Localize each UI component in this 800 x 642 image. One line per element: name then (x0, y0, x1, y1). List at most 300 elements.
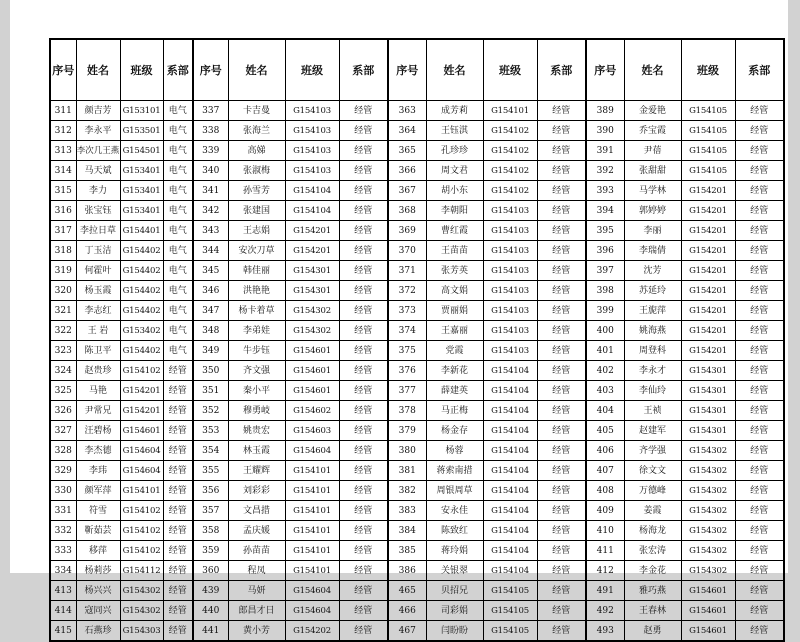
class-code-cell: G154302 (120, 601, 163, 621)
serial-number-cell: 409 (586, 501, 624, 521)
student-name-cell: 张宝钰 (76, 201, 120, 221)
student-name-cell: 陈卫平 (76, 341, 120, 361)
class-code-cell: G154105 (483, 621, 537, 642)
student-name-cell: 李志红 (76, 301, 120, 321)
serial-number-cell: 404 (586, 401, 624, 421)
serial-number-cell: 323 (50, 341, 76, 361)
serial-number-cell: 410 (586, 521, 624, 541)
serial-number-cell: 360 (193, 561, 228, 581)
student-name-cell: 姜霞 (624, 501, 681, 521)
header-student-name: 姓名 (426, 39, 483, 101)
serial-number-cell: 379 (388, 421, 426, 441)
class-code-cell: G154105 (483, 601, 537, 621)
class-code-cell: G154103 (483, 321, 537, 341)
class-code-cell: G154201 (681, 281, 735, 301)
student-name-cell: 郭婷婷 (624, 201, 681, 221)
header-department: 系部 (163, 39, 193, 101)
student-name-cell: 齐学强 (624, 441, 681, 461)
department-cell: 电气 (163, 201, 193, 221)
department-cell: 电气 (163, 341, 193, 361)
serial-number-cell: 384 (388, 521, 426, 541)
student-name-cell: 丁玉洁 (76, 241, 120, 261)
department-cell: 经管 (339, 561, 388, 581)
student-name-cell: 牛步钰 (228, 341, 285, 361)
student-name-cell: 林玉霞 (228, 441, 285, 461)
class-code-cell: G154601 (285, 361, 339, 381)
student-name-cell: 李弟娃 (228, 321, 285, 341)
department-cell: 经管 (537, 321, 586, 341)
student-name-cell: 寇同兴 (76, 601, 120, 621)
serial-number-cell: 405 (586, 421, 624, 441)
serial-number-cell: 441 (193, 621, 228, 642)
serial-number-cell: 392 (586, 161, 624, 181)
student-name-cell: 韩佳丽 (228, 261, 285, 281)
department-cell: 经管 (163, 421, 193, 441)
department-cell: 经管 (735, 181, 784, 201)
department-cell: 经管 (735, 501, 784, 521)
class-code-cell: G154201 (681, 241, 735, 261)
class-code-cell: G154301 (285, 281, 339, 301)
class-code-cell: G154604 (285, 581, 339, 601)
serial-number-cell: 377 (388, 381, 426, 401)
student-name-cell: 穆勇岐 (228, 401, 285, 421)
class-code-cell: G154201 (120, 381, 163, 401)
student-name-cell: 孙雪芳 (228, 181, 285, 201)
class-code-cell: G154102 (120, 501, 163, 521)
class-code-cell: G154103 (285, 101, 339, 121)
serial-number-cell: 390 (586, 121, 624, 141)
serial-number-cell: 343 (193, 221, 228, 241)
table-row (50, 181, 784, 201)
serial-number-cell: 314 (50, 161, 76, 181)
student-name-cell: 张淑梅 (228, 161, 285, 181)
student-name-cell: 安次刀草 (228, 241, 285, 261)
department-cell: 经管 (735, 401, 784, 421)
department-cell: 经管 (537, 281, 586, 301)
class-code-cell: G154104 (285, 181, 339, 201)
table-row (50, 321, 784, 341)
student-name-cell: 蒋索南措 (426, 461, 483, 481)
student-name-cell: 姚贵宏 (228, 421, 285, 441)
department-cell: 经管 (339, 121, 388, 141)
student-name-cell: 李丽 (624, 221, 681, 241)
class-code-cell: G154101 (285, 501, 339, 521)
class-code-cell: G154102 (483, 121, 537, 141)
department-cell: 经管 (735, 301, 784, 321)
department-cell: 经管 (339, 581, 388, 601)
department-cell: 经管 (735, 441, 784, 461)
student-name-cell: 蒋玲娟 (426, 541, 483, 561)
student-name-cell: 马艳 (76, 381, 120, 401)
table-row (50, 441, 784, 461)
class-code-cell: G154104 (483, 421, 537, 441)
class-code-cell: G154302 (681, 441, 735, 461)
class-code-cell: G154104 (483, 521, 537, 541)
student-name-cell: 马正梅 (426, 401, 483, 421)
header-student-name: 姓名 (76, 39, 120, 101)
student-name-cell: 王祯 (624, 401, 681, 421)
class-code-cell: G154101 (285, 541, 339, 561)
student-name-cell: 石燕珍 (76, 621, 120, 642)
department-cell: 经管 (537, 481, 586, 501)
serial-number-cell: 380 (388, 441, 426, 461)
serial-number-cell: 326 (50, 401, 76, 421)
department-cell: 经管 (537, 261, 586, 281)
serial-number-cell: 411 (586, 541, 624, 561)
class-code-cell: G154402 (120, 241, 163, 261)
student-name-cell: 周登科 (624, 341, 681, 361)
serial-number-cell: 318 (50, 241, 76, 261)
student-name-cell: 符雪 (76, 501, 120, 521)
class-code-cell: G154302 (681, 461, 735, 481)
class-code-cell: G154101 (285, 521, 339, 541)
department-cell: 经管 (339, 201, 388, 221)
table-row (50, 581, 784, 601)
student-name-cell: 金爱艳 (624, 101, 681, 121)
class-code-cell: G154104 (483, 501, 537, 521)
serial-number-cell: 363 (388, 101, 426, 121)
student-name-cell: 赵勇 (624, 621, 681, 642)
department-cell: 经管 (735, 541, 784, 561)
serial-number-cell: 439 (193, 581, 228, 601)
header-class-code: 班级 (483, 39, 537, 101)
header-serial-number: 序号 (193, 39, 228, 101)
class-code-cell: G154102 (120, 521, 163, 541)
class-code-cell: G154402 (120, 261, 163, 281)
class-code-cell: G154104 (483, 461, 537, 481)
class-code-cell: G154201 (285, 221, 339, 241)
student-name-cell: 颜军萍 (76, 481, 120, 501)
serial-number-cell: 402 (586, 361, 624, 381)
serial-number-cell: 351 (193, 381, 228, 401)
serial-number-cell: 353 (193, 421, 228, 441)
student-name-cell: 郎昌才日 (228, 601, 285, 621)
class-code-cell: G154103 (483, 301, 537, 321)
student-name-cell: 孔珍珍 (426, 141, 483, 161)
student-name-cell: 杨莉莎 (76, 561, 120, 581)
department-cell: 经管 (339, 161, 388, 181)
department-cell: 经管 (339, 281, 388, 301)
class-code-cell: G154101 (120, 481, 163, 501)
table-row (50, 521, 784, 541)
class-code-cell: G154302 (681, 481, 735, 501)
department-cell: 经管 (163, 521, 193, 541)
student-name-cell: 马天斌 (76, 161, 120, 181)
class-code-cell: G154104 (483, 361, 537, 381)
serial-number-cell: 324 (50, 361, 76, 381)
department-cell: 经管 (339, 441, 388, 461)
class-code-cell: G154104 (483, 401, 537, 421)
department-cell: 经管 (537, 561, 586, 581)
department-cell: 经管 (735, 341, 784, 361)
student-name-cell: 徐文文 (624, 461, 681, 481)
table-row (50, 121, 784, 141)
student-name-cell: 姚海燕 (624, 321, 681, 341)
serial-number-cell: 349 (193, 341, 228, 361)
table-row (50, 461, 784, 481)
class-code-cell: G154201 (681, 321, 735, 341)
class-code-cell: G154103 (285, 161, 339, 181)
student-name-cell: 万德峰 (624, 481, 681, 501)
class-code-cell: G154302 (681, 501, 735, 521)
student-name-cell: 李力 (76, 181, 120, 201)
student-name-cell: 李永才 (624, 361, 681, 381)
serial-number-cell: 327 (50, 421, 76, 441)
class-code-cell: G154104 (483, 541, 537, 561)
serial-number-cell: 393 (586, 181, 624, 201)
student-name-cell: 王耀辉 (228, 461, 285, 481)
department-cell: 经管 (163, 381, 193, 401)
header-class-code: 班级 (681, 39, 735, 101)
class-code-cell: G154102 (483, 141, 537, 161)
student-name-cell: 雅巧燕 (624, 581, 681, 601)
department-cell: 经管 (163, 541, 193, 561)
department-cell: 经管 (735, 481, 784, 501)
header-department: 系部 (735, 39, 784, 101)
student-name-cell: 孙苗苗 (228, 541, 285, 561)
serial-number-cell: 394 (586, 201, 624, 221)
serial-number-cell: 401 (586, 341, 624, 361)
serial-number-cell: 372 (388, 281, 426, 301)
department-cell: 经管 (537, 401, 586, 421)
department-cell: 经管 (735, 281, 784, 301)
department-cell: 经管 (735, 561, 784, 581)
table-row (50, 601, 784, 621)
class-code-cell: G154201 (681, 221, 735, 241)
serial-number-cell: 329 (50, 461, 76, 481)
class-code-cell: G154201 (120, 401, 163, 421)
class-code-cell: G154103 (285, 141, 339, 161)
department-cell: 经管 (163, 361, 193, 381)
serial-number-cell: 395 (586, 221, 624, 241)
department-cell: 电气 (163, 121, 193, 141)
department-cell: 经管 (339, 301, 388, 321)
serial-number-cell: 340 (193, 161, 228, 181)
student-name-cell: 陈致红 (426, 521, 483, 541)
student-name-cell: 司彩娟 (426, 601, 483, 621)
serial-number-cell: 369 (388, 221, 426, 241)
student-name-cell: 苏延玲 (624, 281, 681, 301)
serial-number-cell: 370 (388, 241, 426, 261)
header-row (50, 39, 784, 101)
department-cell: 电气 (163, 241, 193, 261)
class-code-cell: G154604 (120, 441, 163, 461)
department-cell: 经管 (735, 141, 784, 161)
class-code-cell: G154601 (285, 381, 339, 401)
serial-number-cell: 408 (586, 481, 624, 501)
table-row (50, 301, 784, 321)
serial-number-cell: 357 (193, 501, 228, 521)
department-cell: 经管 (339, 261, 388, 281)
department-cell: 经管 (339, 461, 388, 481)
class-code-cell: G154105 (681, 121, 735, 141)
class-code-cell: G154104 (483, 561, 537, 581)
student-name-cell: 赵贵珍 (76, 361, 120, 381)
student-name-cell: 王钰淇 (426, 121, 483, 141)
serial-number-cell: 391 (586, 141, 624, 161)
department-cell: 电气 (163, 181, 193, 201)
class-code-cell: G154602 (285, 401, 339, 421)
student-name-cell: 颜吉芳 (76, 101, 120, 121)
student-name-cell: 李玮 (76, 461, 120, 481)
department-cell: 经管 (163, 561, 193, 581)
serial-number-cell: 415 (50, 621, 76, 642)
student-name-cell: 党霞 (426, 341, 483, 361)
serial-number-cell: 381 (388, 461, 426, 481)
table-row (50, 241, 784, 261)
student-name-cell: 安永佳 (426, 501, 483, 521)
serial-number-cell: 413 (50, 581, 76, 601)
class-code-cell: G154302 (681, 541, 735, 561)
serial-number-cell: 406 (586, 441, 624, 461)
serial-number-cell: 321 (50, 301, 76, 321)
student-name-cell: 移萍 (76, 541, 120, 561)
student-name-cell: 黄小芳 (228, 621, 285, 642)
class-code-cell: G154105 (483, 581, 537, 601)
department-cell: 经管 (163, 401, 193, 421)
table-row (50, 501, 784, 521)
student-name-cell: 靳茹芸 (76, 521, 120, 541)
department-cell: 经管 (735, 381, 784, 401)
class-code-cell: G154103 (483, 201, 537, 221)
serial-number-cell: 491 (586, 581, 624, 601)
serial-number-cell: 399 (586, 301, 624, 321)
student-name-cell: 马妍 (228, 581, 285, 601)
student-name-cell: 曹红霞 (426, 221, 483, 241)
serial-number-cell: 367 (388, 181, 426, 201)
serial-number-cell: 383 (388, 501, 426, 521)
student-name-cell: 杨卡着草 (228, 301, 285, 321)
class-code-cell: G154103 (285, 121, 339, 141)
student-name-cell: 李朝阳 (426, 201, 483, 221)
class-code-cell: G154201 (681, 301, 735, 321)
student-name-cell: 齐文强 (228, 361, 285, 381)
student-name-cell: 孟庆媛 (228, 521, 285, 541)
table-row (50, 141, 784, 161)
student-name-cell: 王志娟 (228, 221, 285, 241)
header-class-code: 班级 (285, 39, 339, 101)
class-code-cell: G154301 (681, 381, 735, 401)
serial-number-cell: 376 (388, 361, 426, 381)
department-cell: 经管 (163, 581, 193, 601)
serial-number-cell: 325 (50, 381, 76, 401)
department-cell: 电气 (163, 101, 193, 121)
table-row (50, 201, 784, 221)
department-cell: 经管 (537, 241, 586, 261)
department-cell: 经管 (735, 201, 784, 221)
serial-number-cell: 342 (193, 201, 228, 221)
header-department: 系部 (537, 39, 586, 101)
class-code-cell: G154302 (120, 581, 163, 601)
department-cell: 经管 (537, 521, 586, 541)
header-serial-number: 序号 (388, 39, 426, 101)
student-name-cell: 王嘉丽 (426, 321, 483, 341)
class-code-cell: G154105 (681, 141, 735, 161)
serial-number-cell: 386 (388, 561, 426, 581)
department-cell: 经管 (735, 421, 784, 441)
serial-number-cell: 375 (388, 341, 426, 361)
student-name-cell: 张甜甜 (624, 161, 681, 181)
department-cell: 经管 (735, 101, 784, 121)
student-name-cell: 高娣 (228, 141, 285, 161)
department-cell: 经管 (339, 141, 388, 161)
serial-number-cell: 333 (50, 541, 76, 561)
class-code-cell: G154302 (681, 521, 735, 541)
serial-number-cell: 311 (50, 101, 76, 121)
serial-number-cell: 374 (388, 321, 426, 341)
department-cell: 经管 (339, 621, 388, 642)
serial-number-cell: 344 (193, 241, 228, 261)
class-code-cell: G154104 (483, 441, 537, 461)
student-name-cell: 文昌措 (228, 501, 285, 521)
serial-number-cell: 312 (50, 121, 76, 141)
student-name-cell: 马学林 (624, 181, 681, 201)
class-code-cell: G154302 (681, 561, 735, 581)
serial-number-cell: 493 (586, 621, 624, 642)
class-code-cell: G154604 (285, 601, 339, 621)
student-name-cell: 杨蓉 (426, 441, 483, 461)
student-name-cell: 薛建英 (426, 381, 483, 401)
student-name-cell: 卡吉曼 (228, 101, 285, 121)
class-code-cell: G154104 (285, 201, 339, 221)
serial-number-cell: 322 (50, 321, 76, 341)
class-code-cell: G153401 (120, 201, 163, 221)
class-code-cell: G154201 (681, 261, 735, 281)
student-name-cell: 周文君 (426, 161, 483, 181)
serial-number-cell: 368 (388, 201, 426, 221)
class-code-cell: G154201 (681, 341, 735, 361)
department-cell: 经管 (163, 461, 193, 481)
class-code-cell: G154302 (285, 321, 339, 341)
department-cell: 经管 (163, 621, 193, 642)
student-name-cell: 张建国 (228, 201, 285, 221)
class-code-cell: G154102 (120, 361, 163, 381)
class-code-cell: G154402 (120, 281, 163, 301)
table-row (50, 281, 784, 301)
class-code-cell: G154104 (483, 481, 537, 501)
class-code-cell: G154301 (681, 361, 735, 381)
document-page (10, 0, 788, 636)
serial-number-cell: 350 (193, 361, 228, 381)
serial-number-cell: 347 (193, 301, 228, 321)
class-code-cell: G154101 (483, 101, 537, 121)
class-code-cell: G153401 (120, 181, 163, 201)
student-name-cell: 何霍叶 (76, 261, 120, 281)
serial-number-cell: 403 (586, 381, 624, 401)
serial-number-cell: 317 (50, 221, 76, 241)
student-name-cell: 张海兰 (228, 121, 285, 141)
student-name-cell: 胡小东 (426, 181, 483, 201)
table-row (50, 341, 784, 361)
class-code-cell: G153101 (120, 101, 163, 121)
serial-number-cell: 366 (388, 161, 426, 181)
serial-number-cell: 337 (193, 101, 228, 121)
serial-number-cell: 354 (193, 441, 228, 461)
student-name-cell: 洪艳艳 (228, 281, 285, 301)
serial-number-cell: 465 (388, 581, 426, 601)
student-name-cell: 秦小平 (228, 381, 285, 401)
table-row (50, 621, 784, 642)
department-cell: 经管 (735, 161, 784, 181)
student-name-cell: 贝招兄 (426, 581, 483, 601)
department-cell: 经管 (339, 401, 388, 421)
student-name-cell: 杨金存 (426, 421, 483, 441)
class-code-cell: G154604 (120, 461, 163, 481)
class-code-cell: G154103 (483, 221, 537, 241)
table-row (50, 221, 784, 241)
class-code-cell: G154102 (483, 161, 537, 181)
student-name-cell: 杨兴兴 (76, 581, 120, 601)
